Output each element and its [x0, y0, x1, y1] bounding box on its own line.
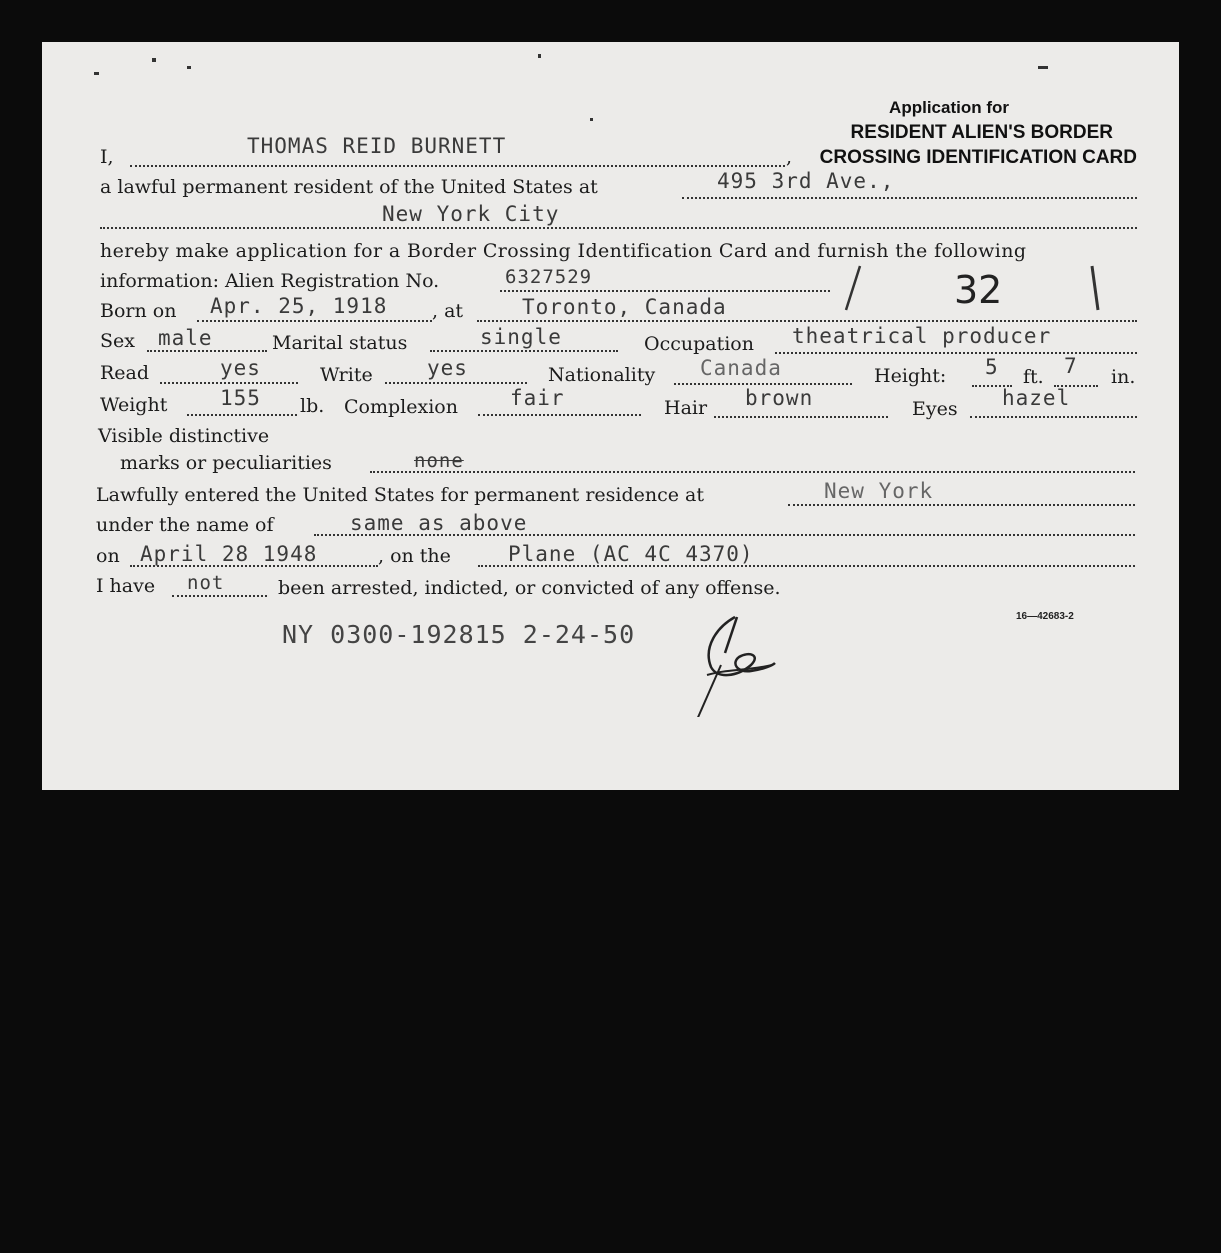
label-comma: ,: [786, 146, 793, 168]
marks-line: [370, 471, 1135, 473]
scan-speck: [94, 72, 99, 75]
label-weight: Weight: [100, 394, 168, 416]
scan-speck: [1038, 66, 1048, 69]
value-sex: male: [158, 326, 213, 350]
value-read: yes: [220, 356, 261, 380]
label-lb: lb.: [300, 395, 325, 417]
header-title-line1: RESIDENT ALIEN'S BORDER: [850, 122, 1113, 143]
value-height-in: 7: [1064, 354, 1078, 378]
label-marital: Marital status: [272, 332, 408, 354]
label-height: Height:: [874, 365, 947, 387]
label-on-the: , on the: [378, 545, 451, 567]
label-marks: marks or peculiarities: [120, 452, 332, 474]
label-complexion: Complexion: [344, 396, 458, 418]
form-number: 16—42683-2: [1016, 611, 1074, 622]
header-title-line2: CROSSING IDENTIFICATION CARD: [819, 147, 1137, 168]
date-stamp: NY 0300-192815 2-24-50: [282, 620, 636, 649]
value-birth-place: Toronto, Canada: [522, 295, 727, 319]
nationality-line: [674, 383, 852, 385]
label-occupation: Occupation: [644, 333, 754, 355]
scan-speck: [187, 66, 191, 69]
value-entry-name: same as above: [350, 511, 528, 535]
label-i: I,: [100, 146, 114, 168]
label-info: information: Alien Registration No.: [100, 270, 440, 292]
read-line: [160, 382, 298, 384]
label-offense: been arrested, indicted, or convicted of any offense.: [278, 577, 781, 599]
birth-place-line: [477, 320, 1137, 322]
complexion-line: [478, 414, 641, 416]
label-i-have: I have: [96, 575, 156, 597]
handwritten-number: 32: [954, 268, 1003, 312]
label-write: Write: [320, 364, 373, 386]
label-born: Born on: [100, 300, 177, 322]
birth-date-line: [197, 320, 432, 322]
label-ft: ft.: [1023, 366, 1044, 388]
value-marital: single: [480, 325, 562, 349]
value-name: THOMAS REID BURNETT: [247, 134, 507, 158]
value-address-2: New York City: [382, 202, 560, 226]
address-line-2: [100, 227, 1137, 229]
value-marks: none: [414, 450, 464, 472]
value-write: yes: [427, 356, 468, 380]
label-sex: Sex: [100, 330, 135, 352]
label-under: under the name of: [96, 514, 274, 536]
label-visible-distinctive: Visible distinctive: [98, 425, 270, 447]
value-alien-reg: 6327529: [505, 266, 593, 288]
name-line: [130, 165, 785, 167]
value-eyes: hazel: [1002, 386, 1071, 410]
value-hair: brown: [745, 386, 814, 410]
label-in: in.: [1111, 366, 1136, 388]
scan-speck: [152, 58, 156, 62]
label-hereby: hereby make application for a Border Crossing Identification Card and furnish the following: [100, 240, 1027, 262]
scan-speck: [538, 54, 541, 58]
label-eyes: Eyes: [912, 398, 958, 420]
header-application-for: Application for: [889, 98, 1009, 117]
label-nationality: Nationality: [548, 364, 656, 386]
value-entry-date: April 28 1948: [140, 542, 318, 566]
occupation-line: [775, 352, 1137, 354]
address-line-1: [682, 197, 1137, 199]
value-nationality: Canada: [700, 356, 782, 380]
value-birth-date: Apr. 25, 1918: [210, 294, 388, 318]
label-entered: Lawfully entered the United States for permanent residence at: [96, 484, 705, 506]
signature-initials: [677, 607, 787, 717]
value-weight: 155: [220, 386, 261, 410]
value-entry-vessel: Plane (AC 4C 4370): [508, 542, 754, 566]
sex-line: [147, 350, 267, 352]
label-read: Read: [100, 362, 150, 384]
label-on: on: [96, 545, 120, 567]
marital-line: [430, 350, 618, 352]
application-card: [42, 42, 1179, 790]
label-resident: a lawful permanent resident of the United States at: [100, 176, 598, 198]
not-line: [172, 595, 267, 597]
scan-speck: [590, 118, 593, 121]
value-address-1: 495 3rd Ave.,: [717, 169, 895, 193]
entry-place-line: [788, 504, 1135, 506]
value-complexion: fair: [510, 386, 565, 410]
value-entry-place: New York: [824, 479, 934, 503]
label-at: , at: [432, 300, 464, 322]
value-not: not: [187, 572, 225, 594]
alien-reg-line: [500, 290, 830, 292]
hair-line: [714, 416, 888, 418]
eyes-line: [970, 416, 1137, 418]
weight-line: [187, 414, 297, 416]
value-occupation: theatrical producer: [792, 324, 1052, 348]
label-hair: Hair: [664, 397, 708, 419]
write-line: [385, 382, 527, 384]
value-height-ft: 5: [985, 355, 999, 379]
